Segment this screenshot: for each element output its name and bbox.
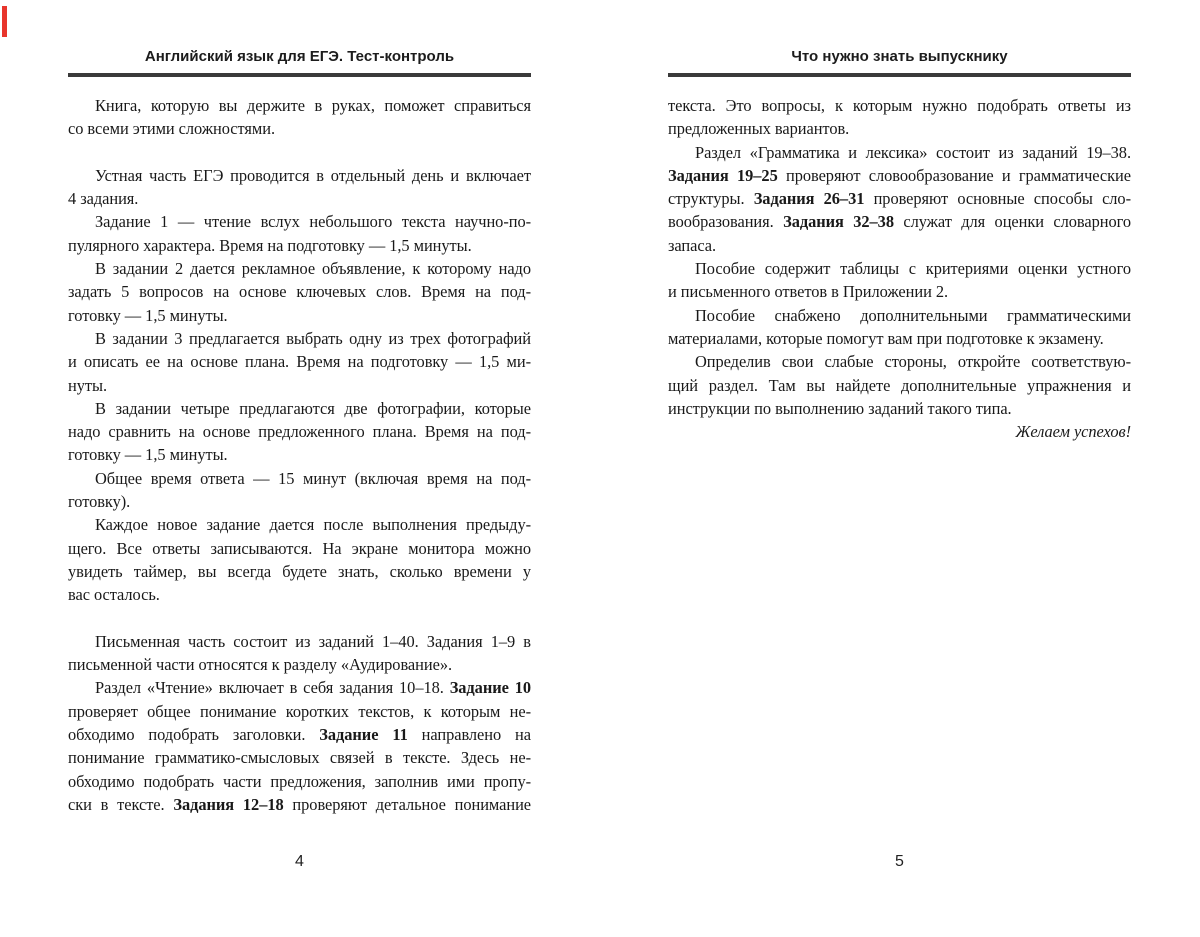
text-segment: ски в тексте.	[68, 794, 174, 814]
paragraph	[668, 420, 1131, 443]
paragraph	[68, 210, 531, 257]
text-segment: письменной части относятся к разделу «Аудирование».	[68, 655, 453, 675]
text-line	[668, 350, 1131, 373]
text-line	[668, 187, 1131, 210]
text-segment: проверяют детальное понимание	[283, 794, 532, 814]
text-line	[668, 164, 1131, 187]
text-line	[68, 700, 531, 723]
bold-text-segment: Задание 11	[319, 725, 408, 745]
bold-text-segment: Задания 19–25	[668, 165, 778, 185]
text-segment: готовку).	[68, 492, 131, 512]
paragraph	[668, 350, 1131, 420]
text-line	[668, 141, 1131, 164]
text-segment: проверяют основные способы сло-	[864, 189, 1131, 209]
text-segment: Устная часть ЕГЭ проводится в отдельный день и включает	[95, 165, 531, 185]
paragraph	[668, 304, 1131, 351]
text-line	[668, 397, 1131, 420]
text-line	[68, 560, 531, 583]
text-segment: готовку — 1,5 минуты.	[68, 445, 228, 465]
text-segment: служат для оценки словарного	[893, 212, 1132, 232]
text-segment: вообразования.	[668, 212, 784, 232]
paragraph	[68, 630, 531, 677]
text-segment: проверяет общее понимание коротких текстов, к которым не-	[68, 701, 531, 721]
text-line	[668, 117, 1131, 140]
text-line	[68, 187, 531, 210]
text-line	[68, 397, 531, 420]
text-segment: 4 задания.	[68, 189, 139, 209]
text-line	[68, 420, 531, 443]
text-segment: надо сравнить на основе предложенного плана. Время на под-	[68, 422, 531, 442]
paragraph	[68, 94, 531, 141]
text-line	[668, 280, 1131, 303]
bold-text-segment: Задания 26–31	[753, 189, 865, 209]
text-segment: Желаем успехов!	[1015, 422, 1131, 442]
text-line	[68, 793, 531, 816]
paragraph	[668, 141, 1131, 257]
text-segment: вас осталось.	[68, 585, 160, 605]
text-segment: со всеми этими сложностями.	[68, 119, 276, 139]
text-segment: структуры.	[668, 189, 754, 209]
text-line	[668, 374, 1131, 397]
text-line	[68, 164, 531, 187]
text-line	[668, 94, 1131, 117]
text-segment: материалами, которые помогут вам при подготовке к экзамену.	[668, 328, 1104, 348]
page-number-right: 5	[895, 853, 904, 870]
paragraph	[668, 257, 1131, 304]
text-segment: Книга, которую вы держите в руках, поможет справиться	[95, 96, 531, 115]
running-head-left: Английский язык для ЕГЭ. Тест-контроль	[144, 48, 455, 65]
text-line	[68, 630, 531, 653]
text-line	[68, 234, 531, 257]
bold-text-segment: Задания 32–38	[783, 212, 894, 232]
paragraph	[68, 467, 531, 514]
paragraph	[68, 513, 531, 606]
text-line	[68, 770, 531, 793]
text-segment: запаса.	[668, 235, 717, 255]
text-line	[68, 537, 531, 560]
scan-artifact-red-mark	[2, 6, 7, 37]
text-line	[668, 210, 1131, 233]
text-line	[68, 443, 531, 466]
text-line	[68, 653, 531, 676]
page-number-left: 4	[295, 853, 304, 870]
page-content-0	[68, 94, 531, 816]
page-left	[68, 48, 531, 898]
text-segment: В задании 3 предлагается выбрать одну из трех фотографий	[95, 328, 531, 348]
paragraph	[68, 397, 531, 467]
text-line	[668, 420, 1131, 443]
header-rule-left	[68, 73, 531, 77]
text-line	[668, 304, 1131, 327]
text-line	[68, 350, 531, 373]
paragraph	[68, 676, 531, 816]
text-line	[68, 117, 531, 140]
paragraph	[68, 327, 531, 397]
text-line	[68, 723, 531, 746]
text-segment: предложенных вариантов.	[668, 119, 850, 139]
text-line	[68, 374, 531, 397]
page-content-1	[668, 94, 1131, 443]
page-right	[668, 48, 1131, 898]
paragraph	[668, 94, 1131, 141]
paragraph	[68, 257, 531, 327]
text-line	[68, 583, 531, 606]
text-line	[668, 257, 1131, 280]
text-segment: Письменная часть состоит из заданий 1–40. Задания 1–9 в	[95, 631, 531, 651]
text-segment: инструкции по выполнению заданий такого типа.	[668, 398, 1012, 418]
text-line	[68, 490, 531, 513]
text-segment: Пособие снабжено дополнительными грамматическими	[695, 305, 1131, 325]
text-line	[668, 234, 1131, 257]
text-line	[68, 257, 531, 280]
text-line	[68, 676, 531, 699]
paragraph	[68, 164, 531, 211]
text-segment: обходимо подобрать части предложения, заполнив ими пропу-	[68, 771, 531, 791]
header-rule-right	[668, 73, 1131, 77]
text-segment: Раздел «Чтение» включает в себя задания 10–18.	[95, 678, 450, 698]
text-line	[68, 327, 531, 350]
text-segment: щего. Все ответы записываются. На экране монитора можно	[68, 538, 531, 558]
text-segment: понимание грамматико-смысловых связей в тексте. Здесь не-	[68, 748, 531, 768]
text-line	[68, 746, 531, 769]
text-segment: увидеть таймер, вы всегда будете знать, сколько времени у	[68, 561, 531, 581]
text-segment: Раздел «Грамматика и лексика» состоит из заданий 19–38.	[695, 142, 1131, 162]
text-line	[68, 467, 531, 490]
bold-text-segment: Задание 10	[449, 678, 531, 698]
text-segment: пулярного характера. Время на подготовку — 1,5 минуты.	[68, 235, 472, 255]
text-segment: и описать ее на основе плана. Время на подготовку — 1,5 ми-	[68, 352, 531, 372]
text-segment: текста. Это вопросы, к которым нужно подобрать ответы из	[668, 96, 1131, 115]
text-segment: Пособие содержит таблицы с критериями оценки устного	[695, 259, 1131, 279]
text-line	[68, 304, 531, 327]
text-segment: щий раздел. Там вы найдете дополнительные упражнения и	[668, 375, 1131, 395]
text-line	[68, 280, 531, 303]
text-segment: В задании 2 дается рекламное объявление, к которому надо	[95, 259, 531, 279]
text-segment: Определив свои слабые стороны, откройте соответствую-	[695, 352, 1131, 372]
text-segment: проверяют словообразование и грамматические	[777, 165, 1131, 185]
text-segment: Общее время ответа — 15 минут (включая время на под-	[95, 468, 531, 488]
running-head-right: Что нужно знать выпускнику	[791, 48, 1008, 65]
text-segment: нуты.	[68, 375, 107, 395]
text-segment: Каждое новое задание дается после выполнения предыду-	[95, 515, 531, 535]
text-segment: задать 5 вопросов на основе ключевых слов. Время на под-	[68, 282, 531, 302]
text-segment: Задание 1 — чтение вслух небольшого текста научно-по-	[95, 212, 531, 232]
text-segment: готовку — 1,5 минуты.	[68, 305, 228, 325]
text-line	[68, 513, 531, 536]
text-line	[668, 327, 1131, 350]
text-segment: В задании четыре предлагаются две фотографии, которые	[95, 398, 531, 418]
text-segment: и письменного ответов в Приложении 2.	[668, 282, 949, 302]
text-segment: обходимо подобрать заголовки.	[68, 725, 320, 745]
text-segment: направлено на	[407, 725, 531, 745]
text-line	[68, 94, 531, 117]
bold-text-segment: Задания 12–18	[173, 794, 284, 814]
text-line	[68, 210, 531, 233]
